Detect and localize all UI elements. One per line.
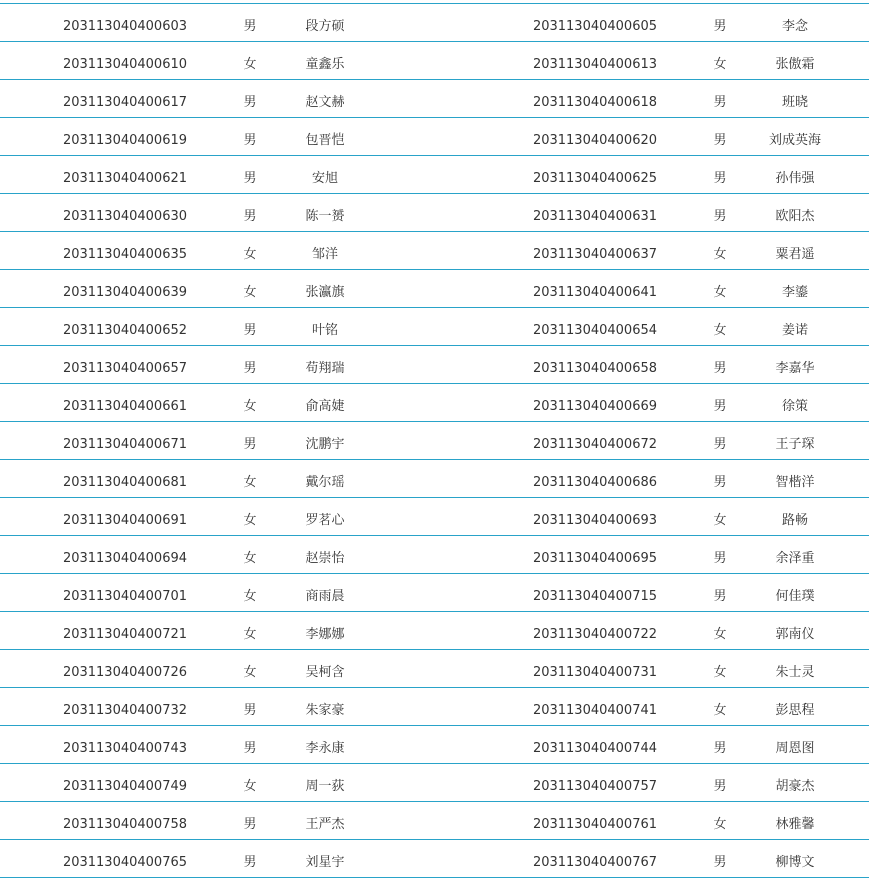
student-id-left: 203113040400621 [62,171,188,186]
gender-right: 男 [713,19,727,34]
gender-left: 女 [243,589,257,604]
gender-right: 女 [713,285,727,300]
student-id-right: 203113040400672 [532,437,658,452]
gender-left: 女 [243,475,257,490]
student-name-left: 周一荻 [305,779,345,794]
student-name-left: 陈一赟 [305,209,345,224]
student-id-left: 203113040400661 [62,399,188,414]
student-id-right: 203113040400641 [532,285,658,300]
gender-right: 女 [713,513,727,528]
student-name-right: 姜诺 [781,323,808,338]
student-name-left: 张瀛旗 [305,285,345,300]
gender-left: 女 [243,247,257,262]
student-name-right: 柳博文 [775,855,815,870]
student-id-right: 203113040400620 [532,133,658,148]
student-name-right: 何佳璞 [775,589,815,604]
student-name-left: 童鑫乐 [305,57,345,72]
gender-right: 男 [713,95,727,110]
gender-left: 女 [243,627,257,642]
student-id-left: 203113040400630 [62,209,188,224]
student-name-left: 王严杰 [305,817,345,832]
student-name-right: 路畅 [781,513,808,528]
table-row [0,346,869,384]
student-name-left: 段方硕 [305,19,345,34]
gender-right: 女 [713,665,727,680]
table-row [0,232,869,270]
gender-right: 女 [713,57,727,72]
student-id-left: 203113040400765 [62,855,188,870]
gender-right: 男 [713,209,727,224]
student-name-left: 朱家豪 [305,703,345,718]
gender-left: 男 [243,817,257,832]
student-name-right: 智楷洋 [775,475,815,490]
student-id-right: 203113040400669 [532,399,658,414]
table-row [0,650,869,688]
student-id-left: 203113040400681 [62,475,188,490]
student-name-right: 王子琛 [775,437,815,452]
gender-left: 女 [243,399,257,414]
student-name-right: 朱士灵 [775,665,815,680]
table-row [0,764,869,802]
student-name-right: 张傲霜 [775,57,815,72]
gender-right: 男 [713,399,727,414]
table-row [0,460,869,498]
table-row [0,156,869,194]
student-name-left: 俞高婕 [305,399,345,414]
student-name-right: 周恩图 [775,741,815,756]
gender-right: 男 [713,589,727,604]
student-name-left: 安旭 [311,171,338,186]
student-id-right: 203113040400613 [532,57,658,72]
gender-right: 男 [713,437,727,452]
student-name-right: 粟君遥 [775,247,815,262]
student-name-left: 包晋恺 [305,133,345,148]
student-name-right: 李鎏 [781,285,808,300]
table-row [0,612,869,650]
gender-right: 男 [713,551,727,566]
student-id-left: 203113040400749 [62,779,188,794]
student-id-left: 203113040400617 [62,95,188,110]
table-row [0,840,869,878]
student-id-left: 203113040400721 [62,627,188,642]
student-id-right: 203113040400637 [532,247,658,262]
table-row [0,308,869,346]
student-name-left: 吴柯含 [305,665,345,680]
student-id-left: 203113040400639 [62,285,188,300]
student-id-right: 203113040400605 [532,19,658,34]
student-name-left: 戴尔瑶 [305,475,345,490]
student-name-right: 余泽重 [775,551,815,566]
gender-right: 女 [713,323,727,338]
student-id-right: 203113040400722 [532,627,658,642]
student-id-right: 203113040400686 [532,475,658,490]
gender-left: 女 [243,779,257,794]
student-id-right: 203113040400693 [532,513,658,528]
gender-right: 女 [713,627,727,642]
student-name-right: 徐策 [781,399,808,414]
table-row [0,688,869,726]
student-id-left: 203113040400652 [62,323,188,338]
gender-left: 男 [243,209,257,224]
gender-left: 男 [243,855,257,870]
gender-left: 男 [243,361,257,376]
table-row [0,118,869,156]
student-name-left: 李永康 [305,741,345,756]
gender-left: 男 [243,323,257,338]
gender-left: 女 [243,551,257,566]
student-id-right: 203113040400618 [532,95,658,110]
gender-left: 男 [243,19,257,34]
student-name-right: 欧阳杰 [775,209,815,224]
table-row [0,726,869,764]
student-name-left: 叶铭 [311,323,338,338]
gender-left: 男 [243,703,257,718]
student-id-right: 203113040400757 [532,779,658,794]
student-id-right: 203113040400695 [532,551,658,566]
student-id-left: 203113040400726 [62,665,188,680]
gender-left: 男 [243,133,257,148]
gender-left: 男 [243,437,257,452]
student-name-left: 苟翔瑞 [305,361,345,376]
student-name-right: 胡豪杰 [775,779,815,794]
student-id-right: 203113040400654 [532,323,658,338]
gender-right: 女 [713,247,727,262]
table-row [0,498,869,536]
student-name-right: 班晓 [781,95,808,110]
student-id-right: 203113040400761 [532,817,658,832]
gender-left: 男 [243,741,257,756]
student-id-left: 203113040400691 [62,513,188,528]
student-id-left: 203113040400610 [62,57,188,72]
student-name-right: 李嘉华 [775,361,815,376]
gender-left: 女 [243,57,257,72]
student-id-left: 203113040400657 [62,361,188,376]
student-id-left: 203113040400635 [62,247,188,262]
student-name-right: 林雅馨 [775,817,815,832]
gender-left: 女 [243,513,257,528]
student-id-left: 203113040400732 [62,703,188,718]
student-name-right: 郭南仪 [775,627,815,642]
table-row [0,384,869,422]
student-id-left: 203113040400758 [62,817,188,832]
student-id-right: 203113040400658 [532,361,658,376]
table-row [0,80,869,118]
gender-right: 男 [713,779,727,794]
student-name-left: 商雨晨 [305,589,345,604]
table-row [0,802,869,840]
student-name-left: 李娜娜 [305,627,345,642]
gender-right: 男 [713,855,727,870]
student-id-left: 203113040400619 [62,133,188,148]
gender-left: 女 [243,665,257,680]
gender-right: 男 [713,171,727,186]
table-row [0,270,869,308]
table-row [0,42,869,80]
gender-right: 女 [713,703,727,718]
student-id-right: 203113040400731 [532,665,658,680]
gender-left: 女 [243,285,257,300]
table-row [0,194,869,232]
table-row [0,574,869,612]
student-name-left: 刘星宇 [305,855,345,870]
student-id-right: 203113040400767 [532,855,658,870]
student-name-left: 沈鹏宇 [305,437,345,452]
student-name-left: 赵崇怡 [305,551,345,566]
student-id-right: 203113040400744 [532,741,658,756]
student-name-right: 彭思程 [775,703,815,718]
student-id-left: 203113040400701 [62,589,188,604]
student-name-right: 刘成英海 [768,133,821,148]
student-id-right: 203113040400625 [532,171,658,186]
gender-left: 男 [243,95,257,110]
gender-right: 男 [713,361,727,376]
student-id-right: 203113040400631 [532,209,658,224]
gender-right: 男 [713,475,727,490]
student-id-left: 203113040400603 [62,19,188,34]
table-row [0,4,869,42]
student-name-left: 邹洋 [311,247,338,262]
student-name-right: 李念 [781,19,808,34]
student-id-right: 203113040400741 [532,703,658,718]
gender-right: 女 [713,817,727,832]
gender-right: 男 [713,741,727,756]
student-id-left: 203113040400671 [62,437,188,452]
student-name-left: 赵文赫 [305,95,345,110]
student-id-left: 203113040400743 [62,741,188,756]
student-id-left: 203113040400694 [62,551,188,566]
student-id-right: 203113040400715 [532,589,658,604]
student-name-right: 孙伟强 [775,171,815,186]
student-name-left: 罗茗心 [305,513,345,528]
table-row [0,536,869,574]
gender-right: 男 [713,133,727,148]
gender-left: 男 [243,171,257,186]
table-row [0,422,869,460]
